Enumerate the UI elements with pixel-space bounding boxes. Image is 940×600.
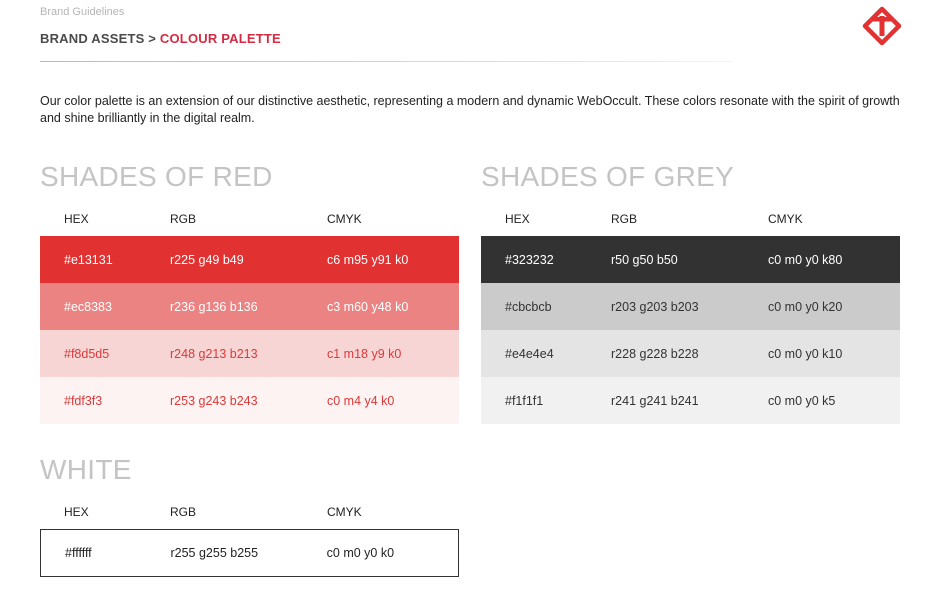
swatch-cmyk: c0 m0 y0 k20 bbox=[768, 299, 843, 314]
swatch-row-grey-3 bbox=[481, 330, 900, 377]
swatch-hex: #323232 bbox=[505, 252, 554, 267]
header-rgb: RGB bbox=[170, 504, 197, 519]
breadcrumb bbox=[40, 31, 281, 46]
swatch-cmyk: c0 m0 y0 k5 bbox=[768, 393, 836, 408]
header-hex: HEX bbox=[64, 504, 89, 519]
swatch-row-red-4 bbox=[40, 377, 459, 424]
header-cmyk: CMYK bbox=[327, 211, 362, 226]
swatch-rgb: r248 g213 b213 bbox=[170, 346, 258, 361]
section-title-grey: SHADES OF GREY bbox=[481, 161, 735, 192]
swatch-hex: #e4e4e4 bbox=[505, 346, 554, 361]
section-title-white: WHITE bbox=[40, 454, 132, 485]
swatch-hex: #f1f1f1 bbox=[505, 393, 544, 408]
swatch-row-grey-4 bbox=[481, 377, 900, 424]
table-header bbox=[40, 494, 459, 529]
swatch-cmyk: c3 m60 y48 k0 bbox=[327, 299, 409, 314]
swatch-hex: #fdf3f3 bbox=[64, 393, 103, 408]
swatch-row-grey-2 bbox=[481, 283, 900, 330]
header-rgb: RGB bbox=[170, 211, 197, 226]
header-rgb: RGB bbox=[611, 211, 638, 226]
top-label: Brand Guidelines bbox=[40, 6, 125, 18]
swatch-rgb: r50 g50 b50 bbox=[611, 252, 678, 267]
swatch-cmyk: c6 m95 y91 k0 bbox=[327, 252, 409, 267]
swatch-rgb: r228 g228 b228 bbox=[611, 346, 699, 361]
swatch-cmyk: c1 m18 y9 k0 bbox=[327, 346, 402, 361]
swatch-row-red-2 bbox=[40, 283, 459, 330]
swatch-rgb: r203 g203 b203 bbox=[611, 299, 699, 314]
breadcrumb-current: COLOUR PALETTE bbox=[159, 31, 281, 46]
swatch-hex: #ec8383 bbox=[64, 299, 112, 314]
swatch-rgb: r241 g241 b241 bbox=[611, 393, 699, 408]
section-title-red: SHADES OF RED bbox=[40, 161, 273, 192]
intro-paragraph: Our color palette is an extension of our distinctive aesthetic, representing a modern and dynamic WebOccult. These colors resonate with the spirit of growth and shine brilliantly in the digital realm. bbox=[40, 94, 900, 125]
swatch-row-red-3 bbox=[40, 330, 459, 377]
swatch-row-red-1 bbox=[40, 236, 459, 283]
swatch-hex: #e13131 bbox=[64, 252, 113, 267]
swatch-row-white-1 bbox=[40, 529, 459, 577]
breadcrumb-separator: > bbox=[148, 31, 157, 46]
swatch-rgb: r253 g243 b243 bbox=[170, 393, 258, 408]
shades-of-red-section bbox=[40, 159, 459, 424]
swatch-hex: #cbcbcb bbox=[505, 299, 552, 314]
breadcrumb-parent[interactable]: BRAND ASSETS bbox=[40, 31, 145, 46]
swatch-cmyk: c0 m4 y4 k0 bbox=[327, 393, 395, 408]
swatch-rgb: r255 g255 b255 bbox=[170, 546, 259, 560]
swatch-cmyk: c0 m0 y0 k80 bbox=[768, 252, 843, 267]
header-hex: HEX bbox=[64, 211, 89, 226]
swatch-hex: #f8d5d5 bbox=[64, 346, 110, 361]
header-cmyk: CMYK bbox=[327, 504, 362, 519]
white-section bbox=[40, 452, 459, 577]
swatch-cmyk: c0 m0 y0 k0 bbox=[326, 546, 395, 560]
table-header bbox=[40, 201, 459, 236]
swatch-rgb: r225 g49 b49 bbox=[170, 252, 244, 267]
header-hex: HEX bbox=[505, 211, 530, 226]
header-divider bbox=[40, 61, 732, 62]
swatch-hex: #ffffff bbox=[65, 546, 92, 560]
header-cmyk: CMYK bbox=[768, 211, 803, 226]
table-header bbox=[481, 201, 900, 236]
brand-logo-icon bbox=[862, 6, 902, 46]
swatch-rgb: r236 g136 b136 bbox=[170, 299, 258, 314]
swatch-row-grey-1 bbox=[481, 236, 900, 283]
swatch-cmyk: c0 m0 y0 k10 bbox=[768, 346, 843, 361]
shades-of-grey-section bbox=[481, 159, 900, 424]
